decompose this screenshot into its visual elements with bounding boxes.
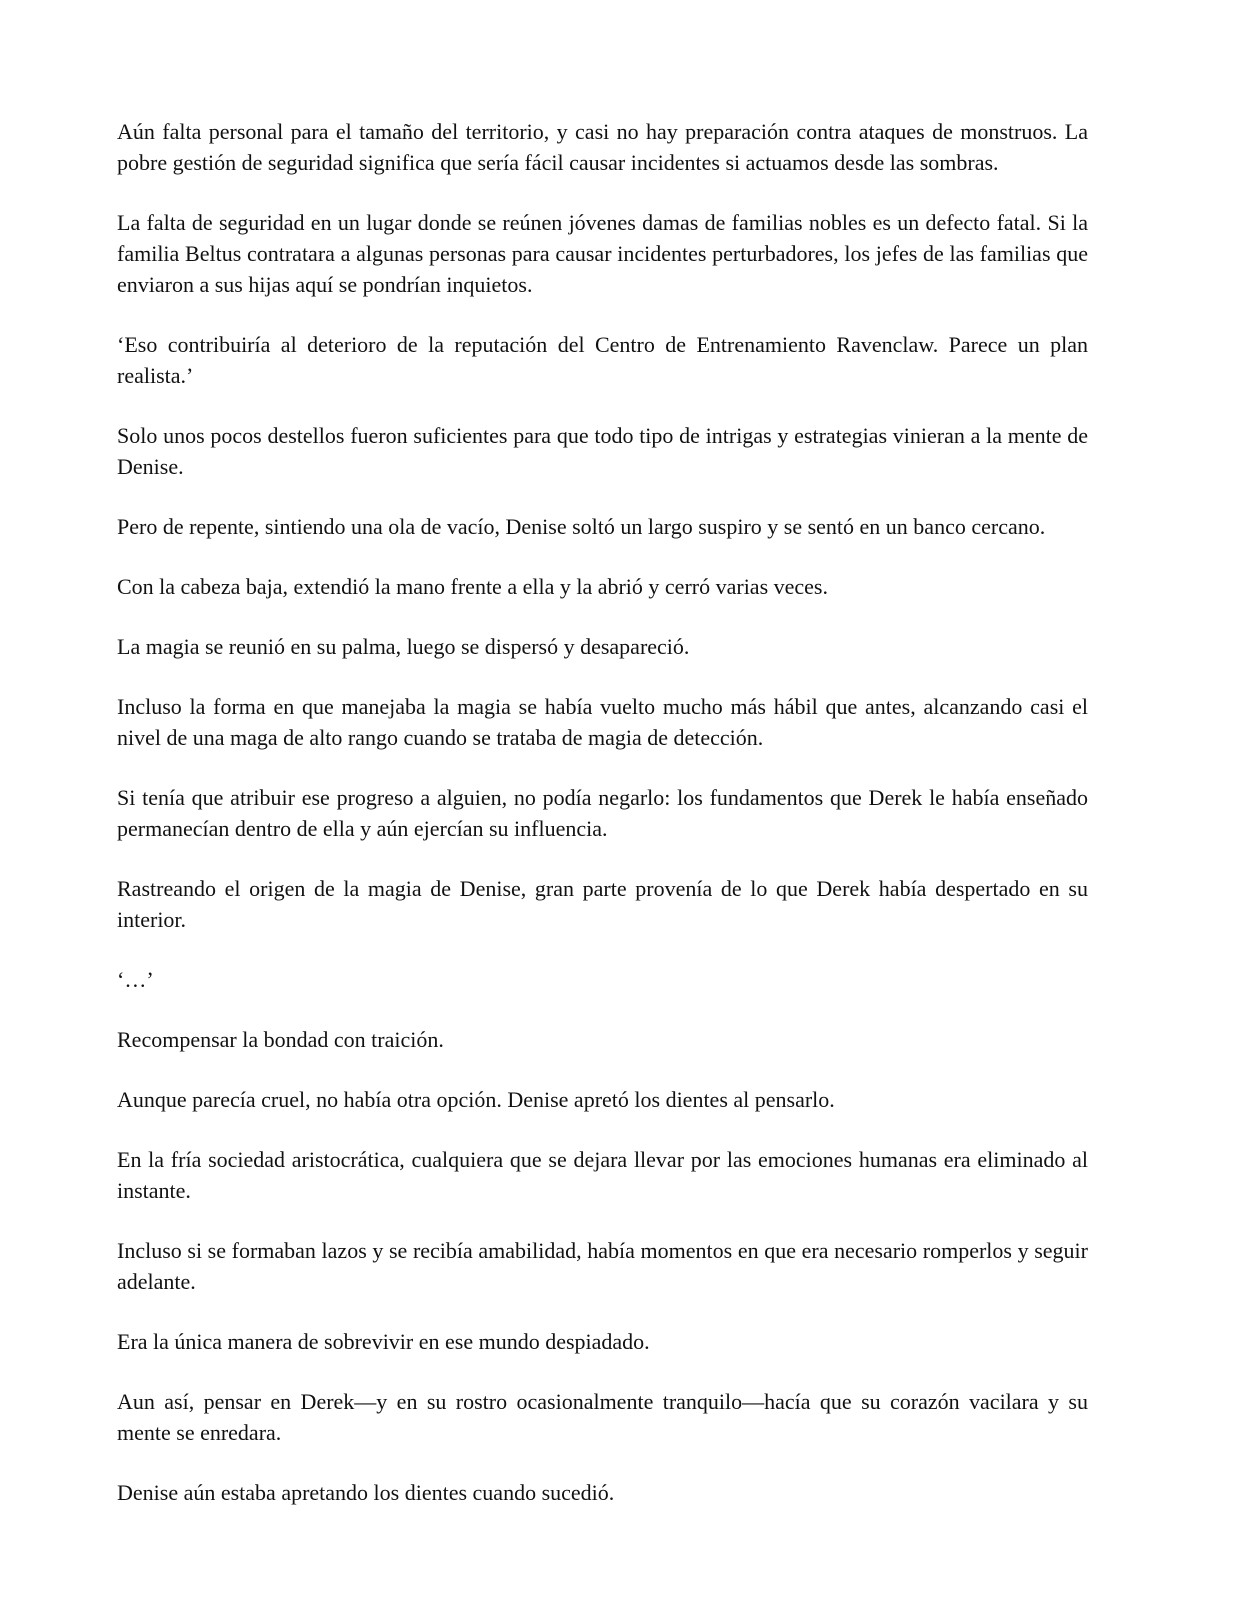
paragraph: Aún falta personal para el tamaño del territorio, y casi no hay preparación contra ataques de monstruos. La pobre gestión de seguridad significa que sería fácil causar incidentes si actuamos desde las sombras. <box>117 119 1088 175</box>
paragraph: Era la única manera de sobrevivir en ese mundo despiadado. <box>117 1329 650 1354</box>
document-page <box>117 116 1088 1537</box>
paragraph: En la fría sociedad aristocrática, cualquiera que se dejara llevar por las emociones humanas era eliminado al instante. <box>117 1147 1088 1203</box>
paragraph: Denise aún estaba apretando los dientes cuando sucedió. <box>117 1480 615 1505</box>
paragraph: Incluso si se formaban lazos y se recibía amabilidad, había momentos en que era necesario romperlos y seguir adelante. <box>117 1238 1088 1294</box>
paragraph: ‘…’ <box>117 967 154 992</box>
paragraph: La falta de seguridad en un lugar donde se reúnen jóvenes damas de familias nobles es un defecto fatal. Si la familia Beltus contratara a algunas personas para causar incidentes perturbadores, los jefes de las familias que enviaron a sus hijas aquí se pondrían inquietos. <box>117 210 1088 297</box>
paragraph: Con la cabeza baja, extendió la mano frente a ella y la abrió y cerró varias veces. <box>117 574 828 599</box>
paragraph: Aunque parecía cruel, no había otra opción. Denise apretó los dientes al pensarlo. <box>117 1087 835 1112</box>
paragraph: Pero de repente, sintiendo una ola de vacío, Denise soltó un largo suspiro y se sentó en un banco cercano. <box>117 514 1046 539</box>
paragraph: Incluso la forma en que manejaba la magia se había vuelto mucho más hábil que antes, alcanzando casi el nivel de una maga de alto rango cuando se trataba de magia de detección. <box>117 694 1088 750</box>
paragraph: Si tenía que atribuir ese progreso a alguien, no podía negarlo: los fundamentos que Derek le había enseñado permanecían dentro de ella y aún ejercían su influencia. <box>117 785 1088 841</box>
paragraph: La magia se reunió en su palma, luego se dispersó y desapareció. <box>117 634 690 659</box>
paragraph: Rastreando el origen de la magia de Denise, gran parte provenía de lo que Derek había despertado en su interior. <box>117 876 1088 932</box>
paragraph: Solo unos pocos destellos fueron suficientes para que todo tipo de intrigas y estrategias vinieran a la mente de Denise. <box>117 423 1088 479</box>
paragraph: Aun así, pensar en Derek—y en su rostro ocasionalmente tranquilo—hacía que su corazón vacilara y su mente se enredara. <box>117 1389 1088 1445</box>
paragraph: ‘Eso contribuiría al deterioro de la reputación del Centro de Entrenamiento Ravenclaw. Parece un plan realista.’ <box>117 332 1088 388</box>
paragraph: Recompensar la bondad con traición. <box>117 1027 444 1052</box>
